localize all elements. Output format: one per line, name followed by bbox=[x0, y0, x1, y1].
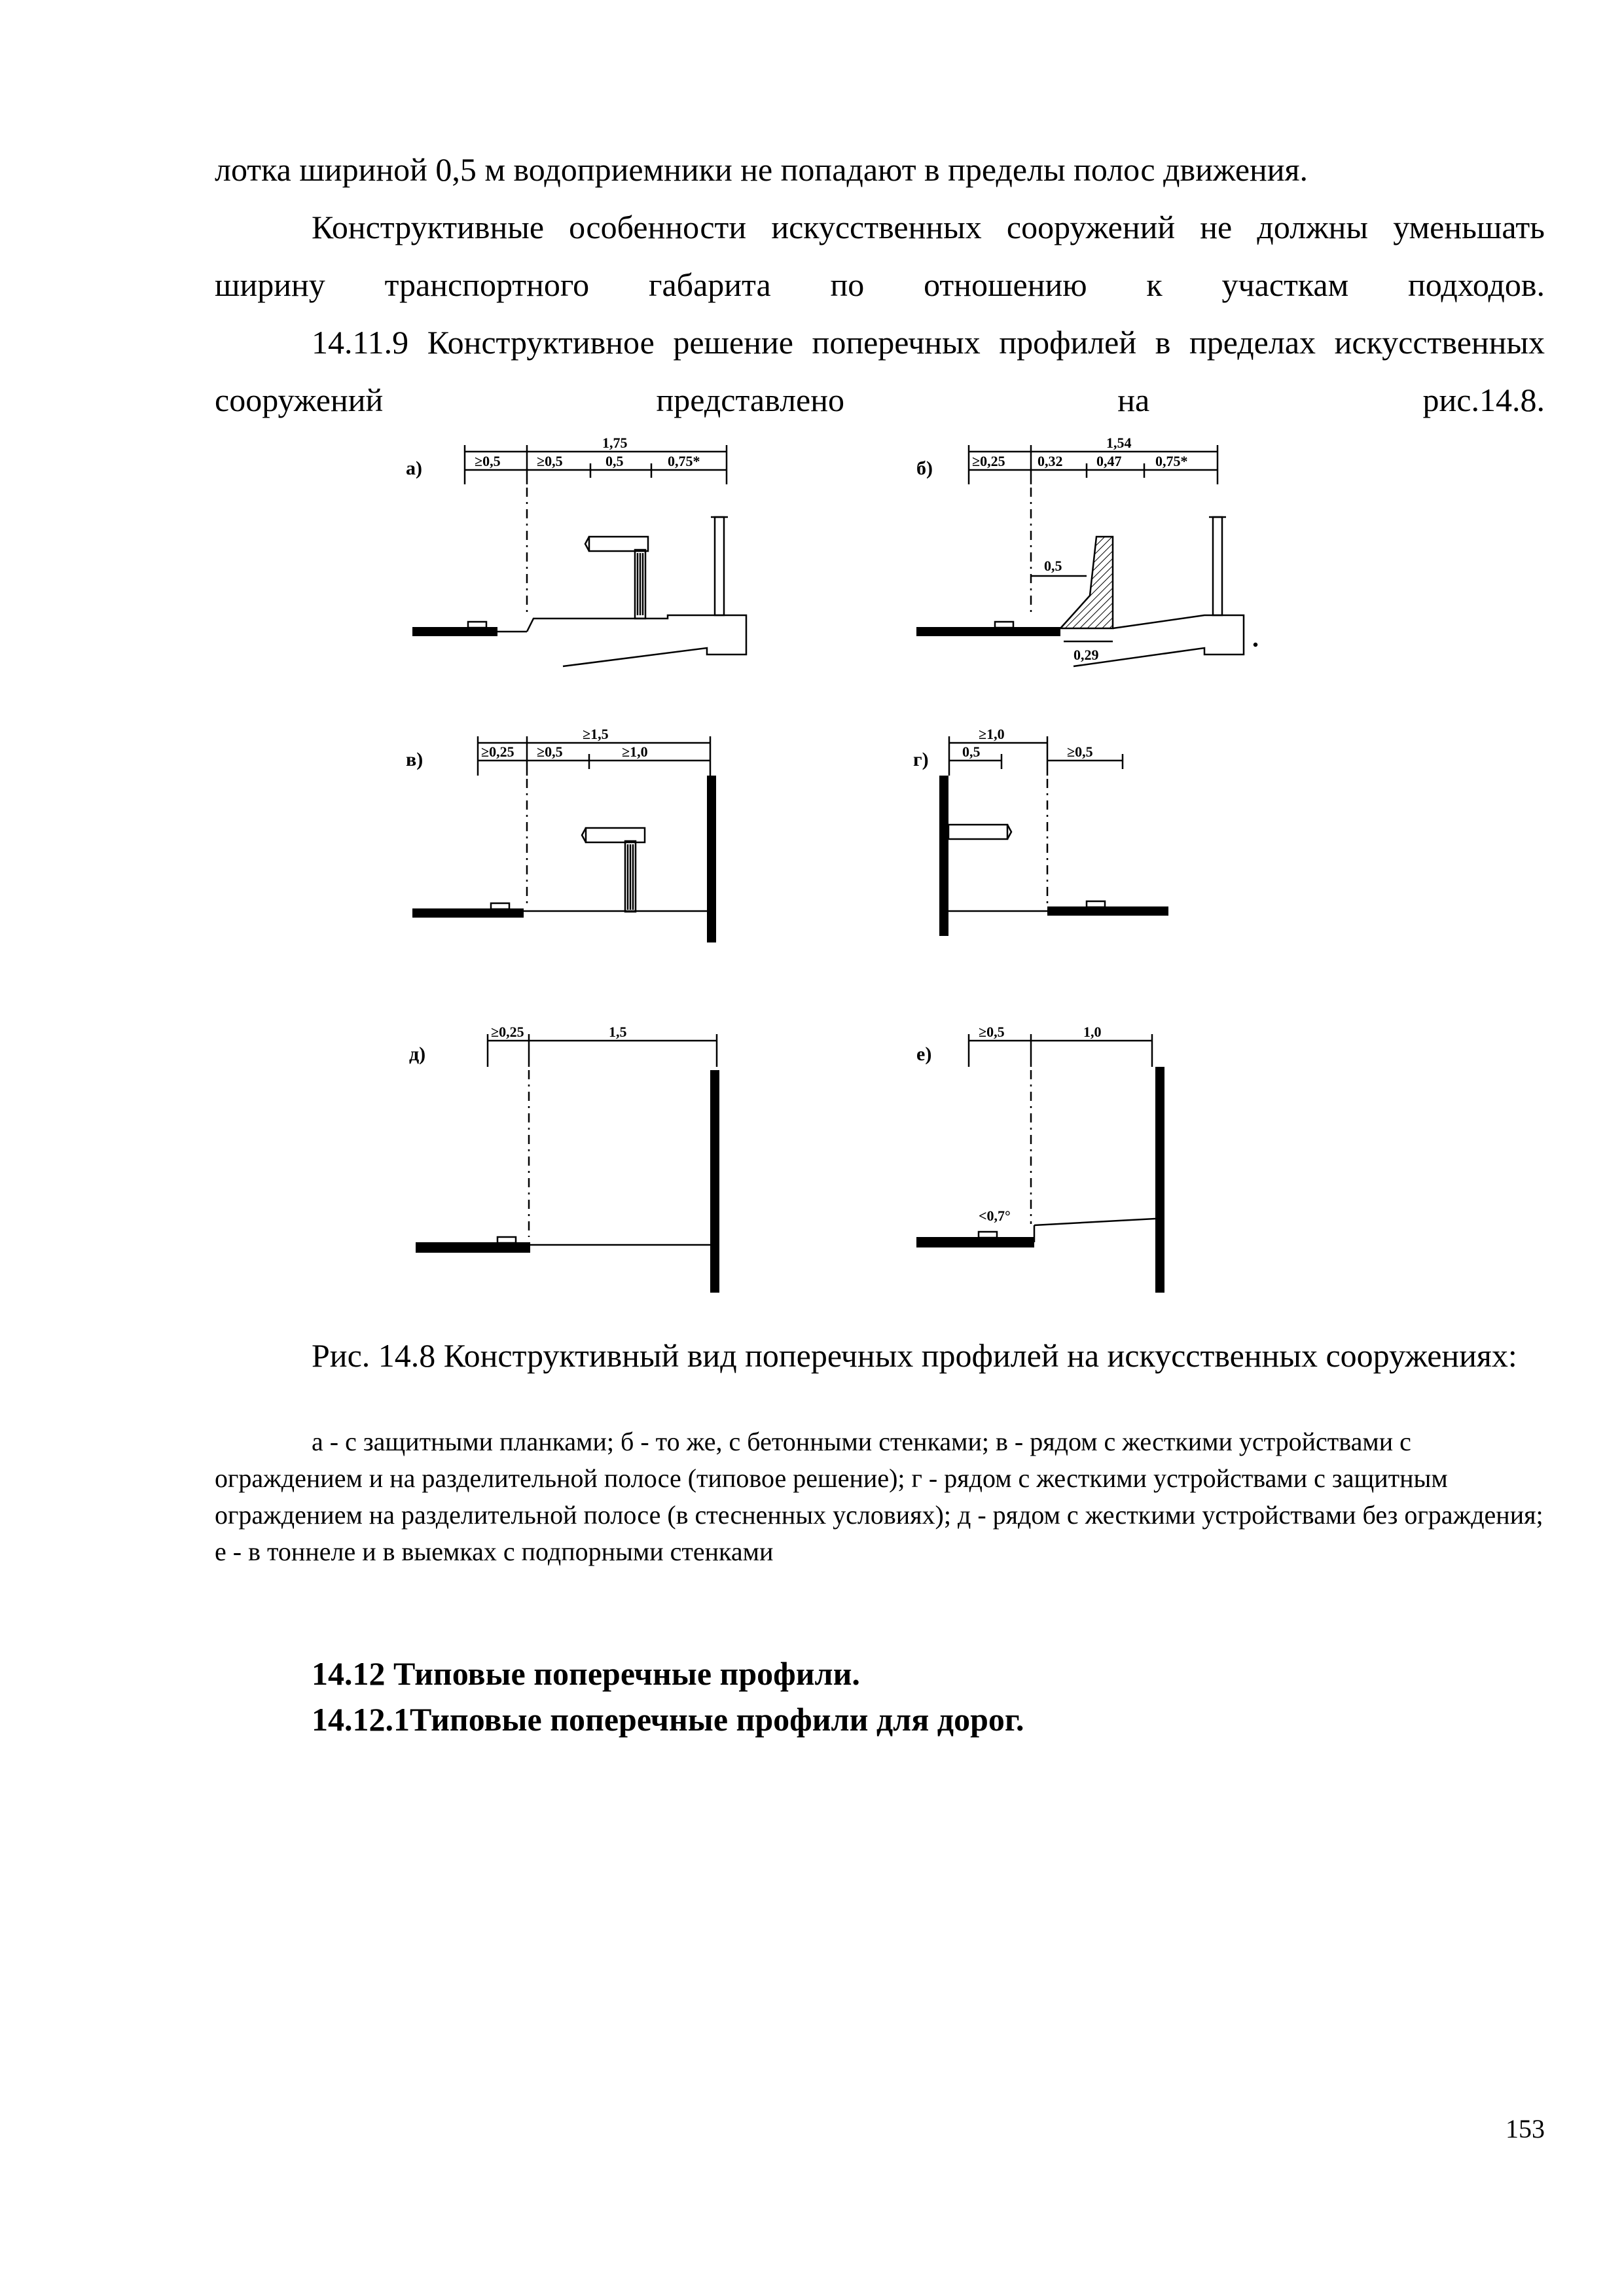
panel-a bbox=[406, 435, 746, 666]
panel-a-dim-2: ≥0,5 bbox=[537, 453, 563, 469]
panel-e-label: е) bbox=[916, 1043, 932, 1065]
figure-caption: Рис. 14.8 Конструктивный вид поперечных профилей на искусственных сооружениях: bbox=[312, 1337, 1517, 1374]
panel-b bbox=[916, 435, 1257, 666]
panel-d-label: д) bbox=[409, 1043, 426, 1065]
panel-d-dim-2: 1,5 bbox=[609, 1024, 627, 1040]
panel-b-dim-base: 0,29 bbox=[1074, 647, 1099, 663]
panel-a-label: а) bbox=[406, 457, 422, 479]
panel-e bbox=[916, 1024, 1164, 1293]
panel-b-dim-total: 1,54 bbox=[1106, 435, 1132, 451]
panel-e-dim-2: 1,0 bbox=[1083, 1024, 1102, 1040]
panel-v-label: в) bbox=[406, 749, 424, 770]
panel-g-label: г) bbox=[913, 749, 929, 770]
panel-d-dim-1: ≥0,25 bbox=[491, 1024, 524, 1040]
panel-e-angle: <0,7° bbox=[979, 1208, 1011, 1224]
panel-d bbox=[409, 1024, 719, 1293]
panel-v-dim-3: ≥1,0 bbox=[622, 744, 648, 760]
panel-g-dim-total: ≥1,0 bbox=[979, 726, 1005, 742]
panel-a-dim-4: 0,75* bbox=[668, 453, 700, 469]
page-number: 153 bbox=[1506, 2114, 1545, 2144]
heading-14-12-1: 14.12.1Типовые поперечные профили для дорог. bbox=[312, 1701, 1024, 1738]
paragraph-14-11-9: 14.11.9 Конструктивное решение поперечных профилей в пределах искусственных сооружений представлено на рис.14.8. bbox=[215, 324, 1545, 418]
panel-b-dim-1: ≥0,25 bbox=[972, 453, 1005, 469]
panel-a-dim-total: 1,75 bbox=[602, 435, 628, 451]
heading-14-12: 14.12 Типовые поперечные профили. bbox=[312, 1655, 860, 1692]
paragraph-structural-features: Конструктивные особенности искусственных сооружений не должны уменьшать ширину транспортного габарита по отношению к участкам подходов. bbox=[215, 209, 1545, 303]
panel-b-dim-wall: 0,5 bbox=[1044, 558, 1062, 574]
panel-g bbox=[913, 726, 1168, 936]
panel-v-dim-2: ≥0,5 bbox=[537, 744, 563, 760]
paragraph-continuation: лотка шириной 0,5 м водоприемники не попадают в пределы полос движения. bbox=[215, 151, 1308, 188]
panel-b-dim-2: 0,32 bbox=[1038, 453, 1063, 469]
panel-b-label: б) bbox=[916, 457, 933, 479]
panel-g-dim-1: 0,5 bbox=[962, 744, 981, 760]
figure-legend: а - с защитными планками; б - то же, с бетонными стенками; в - рядом с жесткими устройствами с ограждением и на разделительной полосе (типовое решение); г - рядом с жесткими устройствами с защитным ограждением на разделительной полосе (в стесненных условиях); д - рядом с жесткими устройствами без ограждения; е - в тоннеле и в выемках с подпорными стенками bbox=[215, 1427, 1543, 1566]
figure-14-8 bbox=[393, 419, 1296, 1316]
panel-v-dim-1: ≥0,25 bbox=[481, 744, 514, 760]
panel-v bbox=[406, 726, 716, 942]
panel-b-dim-3: 0,47 bbox=[1096, 453, 1122, 469]
panel-v-dim-total: ≥1,5 bbox=[583, 726, 609, 742]
panel-b-dim-4: 0,75* bbox=[1155, 453, 1188, 469]
panel-g-dim-2: ≥0,5 bbox=[1067, 744, 1093, 760]
panel-e-dim-1: ≥0,5 bbox=[979, 1024, 1005, 1040]
panel-a-dim-1: ≥0,5 bbox=[475, 453, 501, 469]
panel-a-dim-3: 0,5 bbox=[605, 453, 624, 469]
